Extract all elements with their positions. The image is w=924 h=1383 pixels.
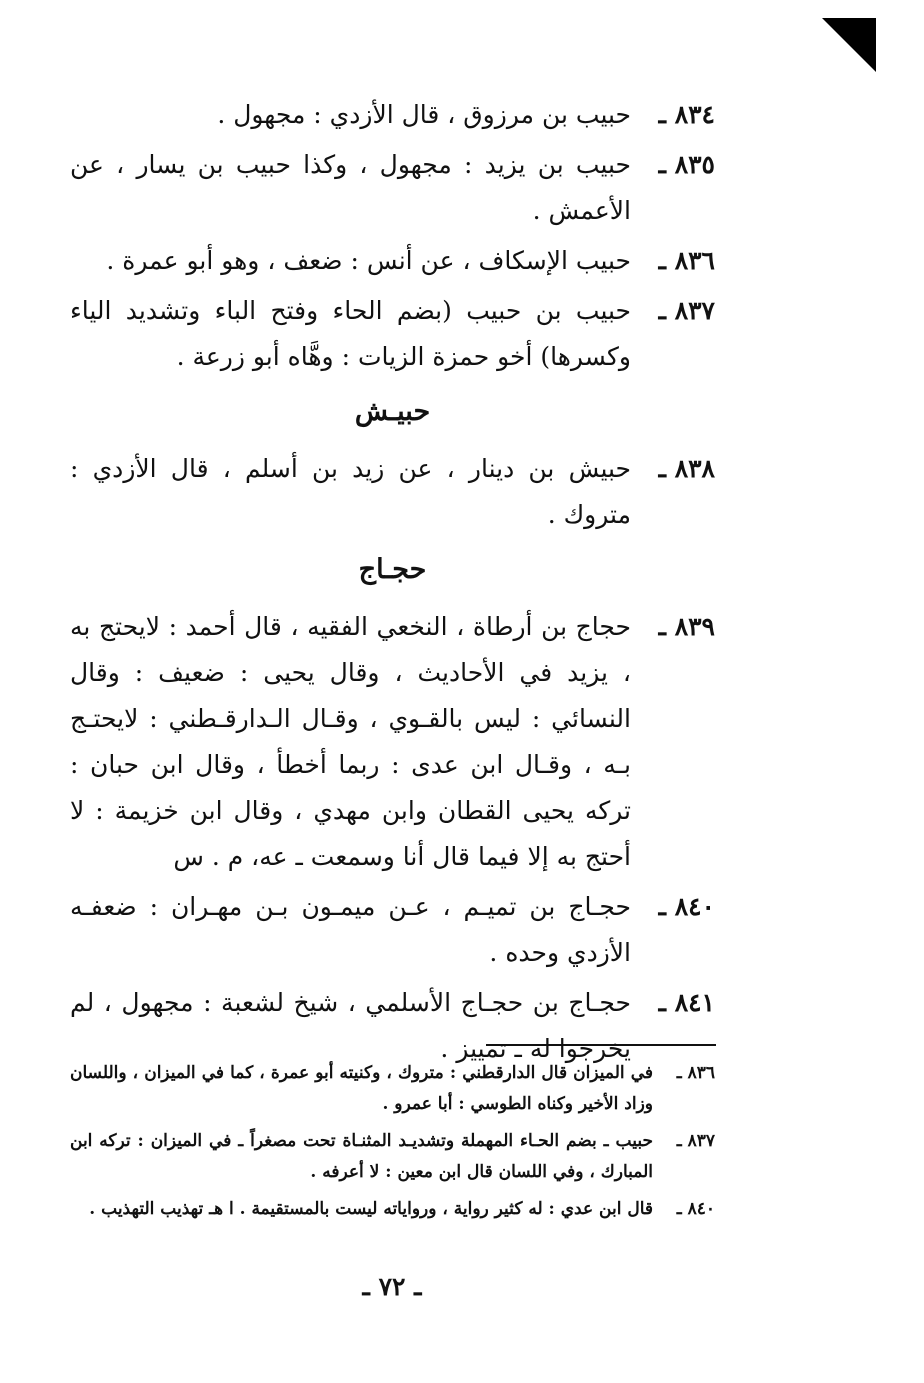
entry-text: حجـاج بن تميـم ، عـن ميمـون بـن مهـران : ضعفـه الأزدي وحده .: [70, 892, 631, 967]
entry-834: [70, 92, 715, 138]
footnotes: [70, 1058, 715, 1231]
entry-text: حبيب بن مرزوق ، قال الأزدي : مجهول .: [217, 100, 631, 129]
entry-number: ٨٣٧ ـ: [658, 296, 715, 325]
footnote-text: حبيب ـ بضم الحـاء المهملة وتشديـد المثنـاة تحت مصغراً ـ في الميزان : تركه ابن المبارك ، وفي اللسان قال ابن معين : لا أعرفه .: [70, 1131, 653, 1182]
main-text: [70, 92, 715, 1076]
entry-text: حبيش بن دينار ، عن زيد بن أسلم ، قال الأزدي : متروك .: [70, 454, 631, 529]
footnote-number: ٨٣٧ ـ: [676, 1131, 715, 1151]
entry-text: حجاج بن أرطاة ، النخعي الفقيه ، قال أحمد : لايحتج به ، يزيد في الأحاديث ، وقال يحيى : ضعيف : وقال النسائي : ليس بالقـوي ، وقـال الـدارقـطني : لايحتـج بـه ، وقـال ابن عدى : ربما أخطأ ، وقال ابن حبان : تركه يحيى القطان وابن مهدي ، وقال ابن خزيمة : لا أحتج به إلا فيما قال أنا وسمعت ـ عه، م . س: [70, 612, 631, 871]
entry-number: ٨٤١ ـ: [658, 988, 715, 1017]
footnote-840: [70, 1194, 715, 1225]
footnote-837: [70, 1126, 715, 1188]
footnote-text: قال ابن عدي : له كثير رواية ، ورواياته ليست بالمستقيمة . ا هـ تهذيب التهذيب .: [89, 1199, 653, 1219]
footnote-divider: [486, 1044, 716, 1046]
footnote-number: ٨٣٦ ـ: [676, 1063, 715, 1083]
entry-text: حجـاج بن حجـاج الأسلمي ، شيخ لشعبة : مجهول ، لم يخرجوا له ـ تمييز .: [70, 988, 631, 1063]
entry-840: [70, 884, 715, 976]
entry-text: حبيب بن حبيب (بضم الحاء وفتح الباء وتشديد الياء وكسرها) أخو حمزة الزيات : وهَّاه أبو زرعة .: [70, 296, 631, 371]
footnote-836: [70, 1058, 715, 1120]
entry-835: [70, 142, 715, 234]
entry-number: ٨٤٠ ـ: [658, 892, 715, 921]
entry-837: [70, 288, 715, 380]
footnote-text: في الميزان قال الدارقطني : متروك ، وكنيته أبو عمرة ، كما في الميزان ، واللسان وزاد الأخير وكناه الطوسي : أبا عمرو .: [70, 1063, 653, 1114]
entry-text: حبيب الإسكاف ، عن أنس : ضعف ، وهو أبو عمرة .: [106, 246, 631, 275]
page-number: ـ ٧٢ ـ: [362, 1272, 422, 1301]
entry-number: ٨٣٨ ـ: [658, 454, 715, 483]
entry-836: [70, 238, 715, 284]
corner-triangle-mark: [822, 18, 876, 72]
entry-text: حبيب بن يزيد : مجهول ، وكذا حبيب بن يسار ، عن الأعمش .: [70, 150, 631, 225]
entry-number: ٨٣٩ ـ: [658, 612, 715, 641]
entry-number: ٨٣٦ ـ: [658, 246, 715, 275]
section-heading-hubaysh: حبيـش: [354, 396, 431, 427]
section-heading-hajjaj: حجـاج: [358, 554, 427, 585]
entry-number: ٨٣٥ ـ: [658, 150, 715, 179]
entry-839: [70, 604, 715, 880]
footnote-number: ٨٤٠ ـ: [676, 1199, 715, 1219]
entry-number: ٨٣٤ ـ: [658, 100, 715, 129]
entry-838: [70, 446, 715, 538]
